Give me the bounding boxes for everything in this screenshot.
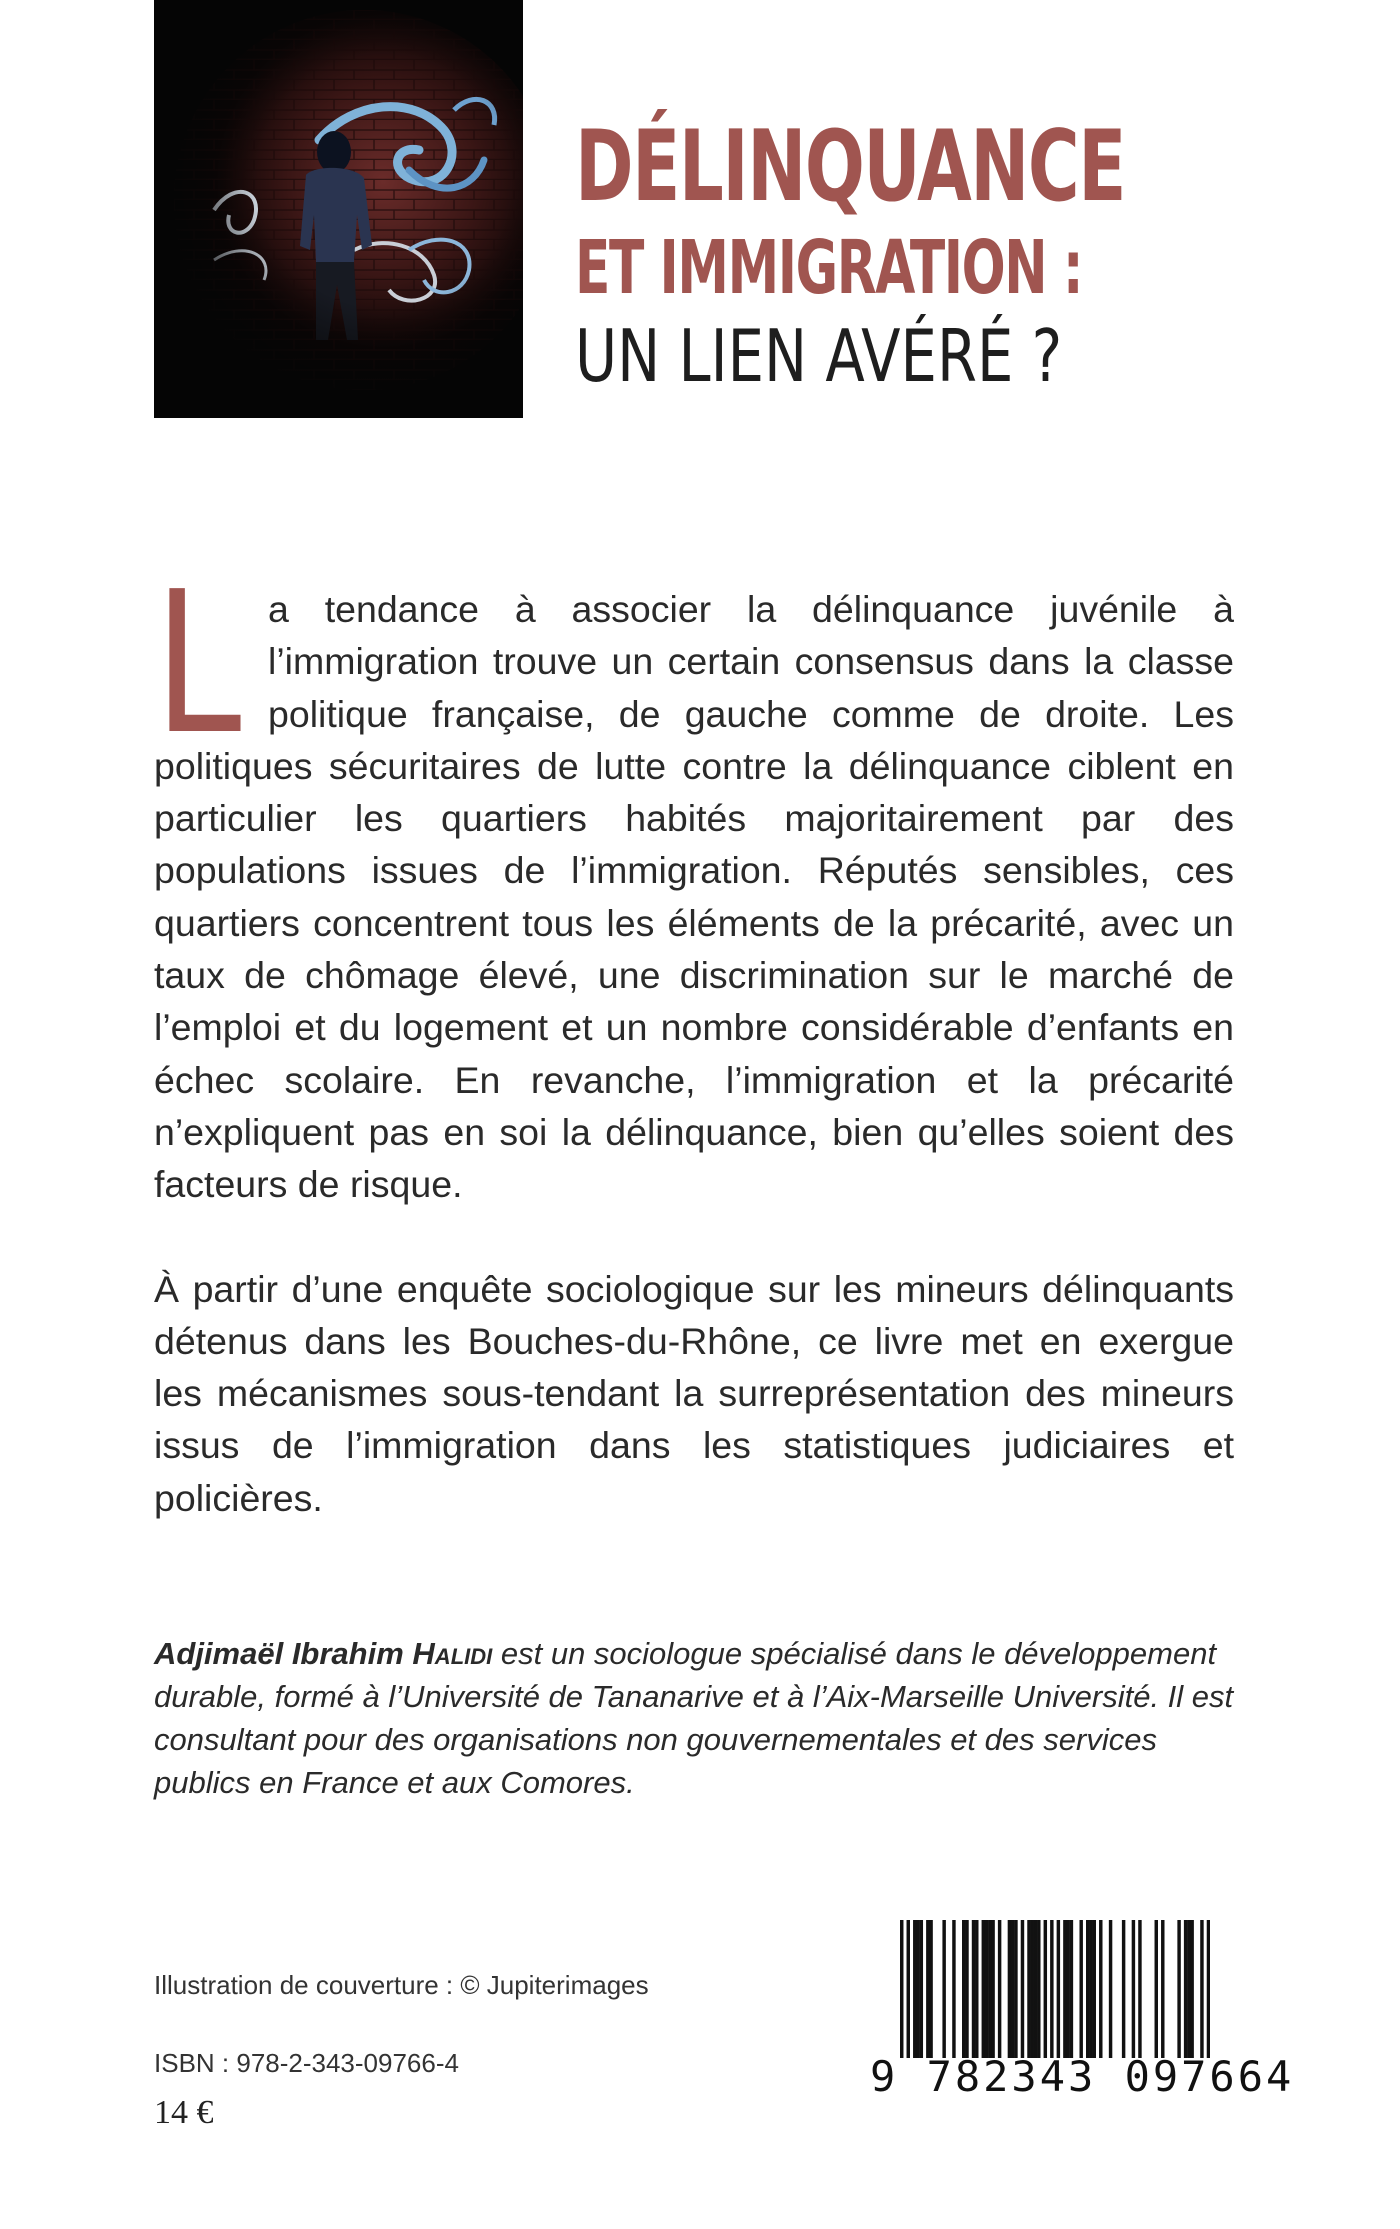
- title-subtitle: UN LIEN AVÉRÉ ?: [575, 314, 1063, 398]
- cover-illustration: [154, 0, 523, 418]
- barcode-bar: [962, 1920, 965, 2058]
- barcode: [870, 1920, 1295, 2106]
- author-first-name: Adjimaël Ibrahim: [154, 1636, 404, 1671]
- barcode-bar: [1161, 1920, 1164, 2058]
- book-title: [575, 112, 1295, 398]
- barcode-bar: [916, 1920, 919, 2058]
- barcode-bar: [975, 1920, 978, 2058]
- barcode-bar: [1014, 1920, 1017, 2058]
- barcode-bar: [1057, 1920, 1060, 2058]
- barcode-bar: [1138, 1920, 1141, 2058]
- barcode-bar: [985, 1920, 988, 2058]
- barcode-bar: [1184, 1920, 1187, 2058]
- barcode-bar: [1011, 1920, 1014, 2058]
- barcode-bar: [1207, 1920, 1210, 2058]
- barcode-bar: [1044, 1920, 1047, 2058]
- barcode-bar: [998, 1920, 1001, 2058]
- barcode-digits: 9 782343 097664: [870, 2052, 1295, 2101]
- barcode-bar: [1093, 1920, 1096, 2058]
- barcode-bar: [1177, 1920, 1180, 2058]
- title-line-1: DÉLINQUANCE: [575, 110, 1125, 224]
- barcode-bar: [1086, 1920, 1089, 2058]
- barcode-bar: [1122, 1920, 1125, 2058]
- barcode-bar: [1034, 1920, 1037, 2058]
- title-line-2: ET IMMIGRATION :: [575, 225, 1083, 311]
- barcode-bar: [1037, 1920, 1040, 2058]
- barcode-bar: [929, 1920, 932, 2058]
- barcode-bar: [913, 1920, 916, 2058]
- barcode-bar: [991, 1920, 994, 2058]
- barcode-bar: [920, 1920, 923, 2058]
- price: 14 €: [154, 2094, 214, 2131]
- barcode-bar: [1066, 1920, 1069, 2058]
- barcode-bar: [972, 1920, 975, 2058]
- barcode-bar: [1109, 1920, 1112, 2058]
- barcode-bar: [1190, 1920, 1193, 2058]
- barcode-bar: [1031, 1920, 1034, 2058]
- drop-cap: L: [154, 550, 242, 778]
- author-bio: [154, 1632, 1234, 1804]
- barcode-bar: [1155, 1920, 1158, 2058]
- illustration-credit: Illustration de couverture : © Jupiterimages: [154, 1970, 649, 2000]
- graffiti-figure-photo-icon: [154, 0, 523, 418]
- author-last-name: Halidi: [412, 1636, 493, 1671]
- summary-paragraph-2: À partir d’une enquête sociologique sur les mineurs délinquants détenus dans les Bouches-du-Rhône, ce livre met en exergue les mécanismes sous-tendant la surreprésentation des mineurs issus de l’immigration dans les statistiques judiciaires et policières.: [154, 1267, 1234, 1519]
- barcode-bars-icon: [900, 1920, 1210, 2058]
- back-cover-summary: [154, 550, 1234, 1524]
- barcode-bar: [982, 1920, 985, 2058]
- barcode-bar: [1008, 1920, 1011, 2058]
- barcode-bar: [1027, 1920, 1030, 2058]
- barcode-bar: [965, 1920, 968, 2058]
- barcode-bar: [942, 1920, 945, 2058]
- isbn: ISBN : 978-2-343-09766-4: [154, 2048, 459, 2078]
- summary-paragraph-1: a tendance à associer la délinquance juvénile à l’immigration trouve un certain consensus dans la classe politique française, de gauche comme de droite. Les politiques sécuritaires de lutte contre la délinquance ciblent en particulier les quartiers habités majoritairement par des populations issues de l’immigration. Réputés sensibles, ces quartiers concentrent tous les éléments de la précarité, avec un taux de chômage élevé, une discrimination sur le marché de l’emploi et du logement et un nombre considérable d’enfants en échec scolaire. En revanche, l’immigration et la précarité n’expliquent pas en soi la délinquance, bien qu’elles soient des facteurs de risque.: [154, 588, 1234, 1206]
- barcode-bar: [1021, 1920, 1024, 2058]
- barcode-bar: [1200, 1920, 1203, 2058]
- barcode-bar: [926, 1920, 929, 2058]
- barcode-bar: [952, 1920, 955, 2058]
- barcode-bar: [988, 1920, 991, 2058]
- barcode-bar: [1099, 1920, 1102, 2058]
- barcode-bar: [1132, 1920, 1135, 2058]
- author-bio-text: est un sociologue spécialisé dans le développement durable, formé à l’Université de Tananarive et à l’Aix-Marseille Université. Il est consultant pour des organisations non gouvernementales et des services publics en France et aux Comores.: [154, 1636, 1234, 1800]
- barcode-bar: [1063, 1920, 1066, 2058]
- barcode-bar: [1079, 1920, 1082, 2058]
- barcode-bar: [1050, 1920, 1053, 2058]
- barcode-bar: [1089, 1920, 1092, 2058]
- barcode-bar: [1070, 1920, 1073, 2058]
- barcode-bar: [900, 1920, 903, 2058]
- barcode-bar: [1187, 1920, 1190, 2058]
- barcode-bar: [907, 1920, 910, 2058]
